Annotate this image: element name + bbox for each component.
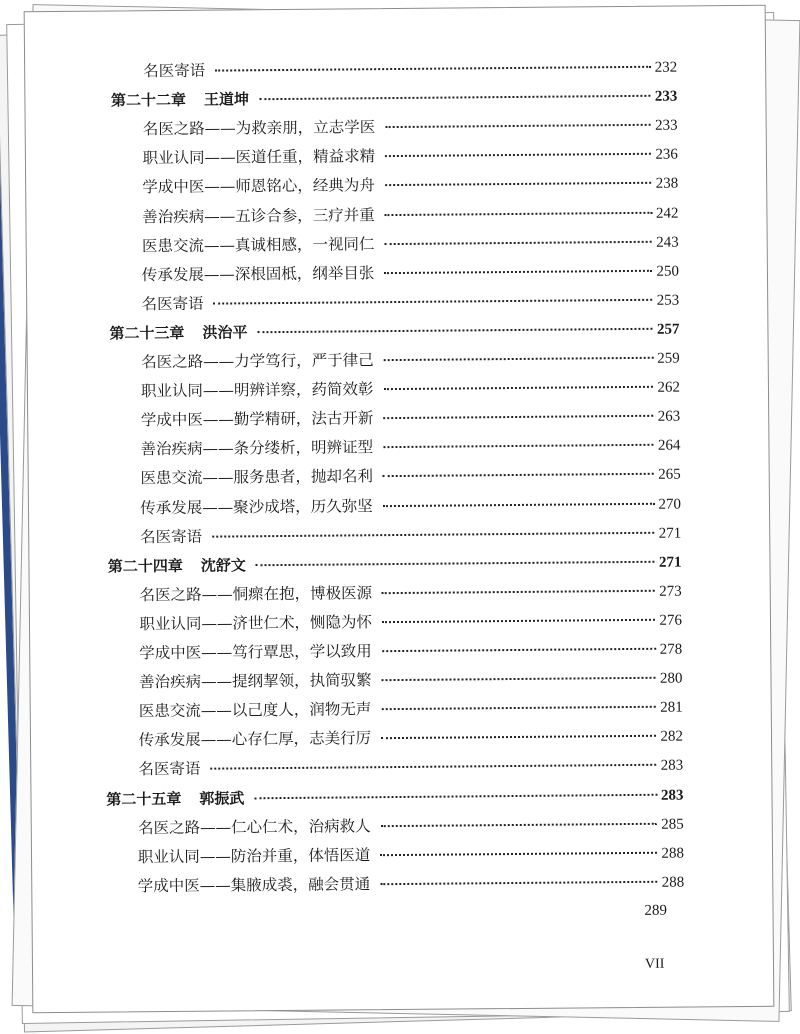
dot-leader <box>256 556 655 565</box>
physician-name: 王道坤 <box>203 90 250 109</box>
section-title: 学成中医——师恩铭心，经典为舟 <box>142 176 375 197</box>
section-title: 名医寄语 <box>141 294 204 314</box>
toc-chapter-row[interactable] <box>109 318 679 344</box>
section-title: 职业认同——医道任重，精益求精 <box>142 147 376 168</box>
dot-leader <box>214 295 653 305</box>
chapter-number: 第二十二章 <box>110 90 187 110</box>
toc-section-row[interactable] <box>141 406 681 432</box>
page-number: 265 <box>658 466 681 484</box>
section-title: 职业认同——济世仁术，恻隐为怀 <box>139 613 373 634</box>
toc-chapter-row[interactable] <box>106 784 683 810</box>
physician-name: 沈舒文 <box>200 556 246 575</box>
page-number: 238 <box>655 175 679 193</box>
section-title: 医患交流——服务患者，抛却名利 <box>140 467 373 488</box>
toc-section-row[interactable] <box>139 726 684 752</box>
page-number: 233 <box>655 117 678 134</box>
physician-name: 洪治平 <box>202 323 248 342</box>
page-number: 259 <box>657 350 680 367</box>
toc-section-row[interactable] <box>142 202 678 228</box>
toc-section-row[interactable] <box>143 57 677 83</box>
section-title: 名医之路——恫瘝在抱，博极医源 <box>139 584 373 605</box>
dot-leader <box>212 527 655 537</box>
page-number: 288 <box>661 874 685 891</box>
toc-section-row[interactable] <box>139 639 682 665</box>
page-number: 281 <box>660 699 683 716</box>
toc-section-row[interactable] <box>139 609 682 635</box>
toc-section-row[interactable] <box>138 755 683 781</box>
dot-leader <box>384 236 652 244</box>
page-number: 278 <box>659 641 683 658</box>
section-title: 学成中医——集腋成裘，融会贯通 <box>137 875 371 896</box>
dot-leader <box>381 731 656 739</box>
page-folio: VII <box>644 956 665 972</box>
physician-name: 郭振武 <box>199 788 245 808</box>
section-title: 传承发展——心存仁厚，志美行厉 <box>138 729 372 750</box>
toc-section-row[interactable] <box>138 871 685 897</box>
page-number: 288 <box>661 845 685 862</box>
section-title: 善治疾病——提纲挈领，执简驭繁 <box>138 671 372 692</box>
chapter-number: 第二十三章 <box>109 323 185 343</box>
page-number: 243 <box>656 234 679 251</box>
section-title: 名医之路——力学笃行，严于律己 <box>141 351 374 372</box>
section-title: 名医寄语 <box>139 527 203 546</box>
dot-leader <box>381 818 658 826</box>
page-number: 282 <box>660 728 684 746</box>
page-number: 263 <box>657 408 681 425</box>
dot-leader <box>383 469 654 477</box>
toc-section-row[interactable] <box>141 377 680 403</box>
chapter-number: 第二十五章 <box>106 789 182 809</box>
toc-section-row[interactable] <box>143 115 678 141</box>
dot-leader <box>259 91 651 100</box>
page-number: 270 <box>658 496 682 513</box>
dot-leader <box>384 265 652 273</box>
section-title: 学成中医——勤学精研，法古开新 <box>140 409 374 430</box>
toc-section-row[interactable] <box>142 289 680 315</box>
section-title: 职业认同——防治并重，体悟医道 <box>137 845 371 866</box>
page-number: 289 <box>644 902 668 919</box>
toc-section-row[interactable] <box>140 580 682 606</box>
dot-leader <box>383 382 653 390</box>
toc-section-row[interactable] <box>139 668 683 694</box>
dot-leader <box>385 207 652 215</box>
toc-section-row[interactable] <box>138 813 684 839</box>
section-title: 医患交流——以己度人，润物无声 <box>138 700 372 721</box>
section-title: 学成中医——笃行覃思，学以致用 <box>139 642 372 663</box>
dot-leader <box>383 498 655 506</box>
toc-section-row[interactable] <box>142 231 679 257</box>
section-title: 传承发展——聚沙成塔，历久弥坚 <box>140 496 373 517</box>
chapter-number: 第二十四章 <box>107 556 183 576</box>
section-title: 传承发展——深根固柢，纲举目张 <box>141 263 375 284</box>
toc-section-row[interactable] <box>142 260 679 286</box>
toc-chapter-row[interactable] <box>108 551 682 577</box>
page-number: 283 <box>660 757 684 775</box>
toc-section-row[interactable] <box>140 464 680 490</box>
toc-section-row[interactable] <box>141 348 680 374</box>
dot-leader <box>382 644 656 652</box>
dot-leader <box>382 673 656 681</box>
toc-trailing-page <box>644 901 667 921</box>
dot-leader <box>380 847 657 855</box>
dot-leader <box>384 353 654 361</box>
dot-leader <box>382 586 655 594</box>
toc-page <box>24 5 775 1013</box>
dot-leader <box>215 62 651 72</box>
page-number: 285 <box>661 816 684 833</box>
page-number: 264 <box>657 437 681 455</box>
dot-leader <box>380 877 658 885</box>
toc-section-row[interactable] <box>142 144 678 170</box>
section-title: 名医之路——为救亲朋，立志学医 <box>142 118 376 139</box>
toc-section-row[interactable] <box>141 435 681 461</box>
page-number: 271 <box>658 525 682 542</box>
dot-leader <box>382 615 656 623</box>
page-number: 283 <box>660 787 684 804</box>
section-title: 善治疾病——条分缕析，明辨证型 <box>140 438 374 459</box>
dot-leader <box>385 120 651 128</box>
page-number: 276 <box>659 612 683 629</box>
dot-leader <box>210 760 656 770</box>
toc-section-row[interactable] <box>140 522 681 548</box>
page-number: 273 <box>659 583 682 600</box>
dot-leader <box>381 702 656 710</box>
dot-leader <box>254 789 657 799</box>
toc-section-row[interactable] <box>142 173 678 199</box>
section-title: 医患交流——真诚相感，一视同仁 <box>141 234 375 255</box>
toc-section-row[interactable] <box>140 493 681 519</box>
dot-leader <box>385 178 652 186</box>
section-title: 名医之路——仁心仁术，治病救人 <box>137 816 371 837</box>
page-number: 242 <box>655 205 679 222</box>
toc-section-row[interactable] <box>139 697 683 723</box>
dot-leader <box>383 440 654 448</box>
page-number: 236 <box>655 146 678 164</box>
toc-section-row[interactable] <box>138 842 684 868</box>
toc-chapter-row[interactable] <box>111 86 678 112</box>
page-number: 262 <box>657 379 681 396</box>
section-title: 职业认同——明辨详察，药简效彰 <box>140 380 374 401</box>
page-number: 250 <box>656 263 679 280</box>
page-number: 257 <box>656 321 680 338</box>
page-number: 233 <box>654 88 678 105</box>
section-title: 善治疾病——五诊合参，三疗并重 <box>142 205 375 226</box>
page-number: 271 <box>658 554 682 571</box>
section-title: 名医寄语 <box>138 760 201 779</box>
page-number: 280 <box>659 670 683 687</box>
page-number: 253 <box>656 292 680 309</box>
section-title: 名医寄语 <box>143 61 206 81</box>
page-number: 232 <box>654 59 678 76</box>
dot-leader <box>257 324 653 333</box>
dot-leader <box>383 411 653 419</box>
dot-leader <box>385 149 651 157</box>
